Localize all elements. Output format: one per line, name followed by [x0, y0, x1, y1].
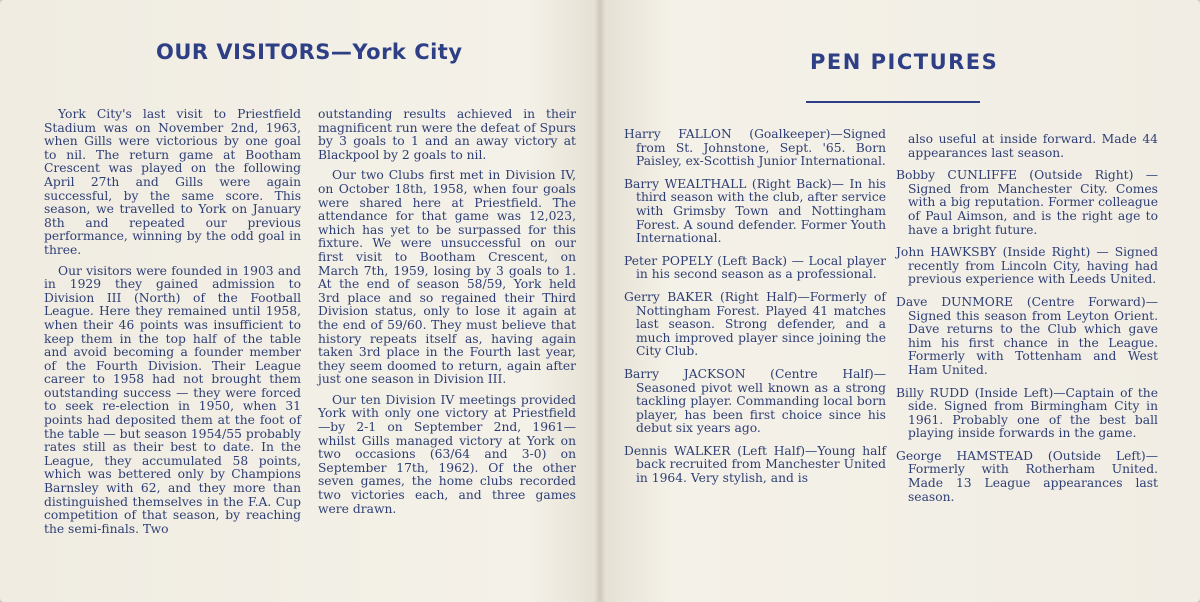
player-entry-wealthall: Barry WEALTHALL (Right Back)— In his third season with the club, after service with Grimsby Town and Nottingham Forest. A sound defender. Former Youth International. [624, 176, 886, 246]
article-column-2 [318, 108, 576, 523]
player-entry-walker: Dennis WALKER (Left Half)—Young half back recruited from Manchester United in 1964. Very stylish, and is [624, 443, 886, 486]
article-paragraph-3: outstanding results achieved in their magnificent run were the defeat of Spurs by 3 goals to 1 and an away victory at Blackpool by 2 goals to nil. [318, 107, 576, 162]
article-paragraph-1: York City's last visit to Priestfield Stadium was on November 2nd, 1963, when Gills were victorious by one goal to nil. The return game at Bootham Crescent was played on the following April 27th and Gills were again successful, by the same score. This season, we travelled to York on January 8th and repeated our previous performance, winning by the odd goal in three. [44, 107, 301, 257]
title-underline [806, 101, 980, 103]
article-paragraph-4: Our two Clubs first met in Division IV, on October 18th, 1958, when four goals were shared here at Priestfield. The attendance for that game was 12,023, which has yet to be surpassed for this fixture. We were unsuccessful on our first visit to Bootham Crescent, on March 7th, 1959, losing by 3 goals to 1. At the end of season 58/59, York held 3rd place and so regained their Third Division status, only to lose it again at the end of 59/60. They must believe that history repeats itself as, having again taken 3rd place in the Fourth last year, they seem doomed to return, again after just one season in Division III. [318, 168, 576, 387]
page-title-our-visitors: OUR VISITORS—York City [156, 40, 463, 64]
player-entry-hawksby: John HAWKSBY (Inside Right) — Signed recently from Lincoln City, having had previous experience with Leeds United. [896, 245, 1158, 287]
left-page [0, 0, 598, 602]
player-entry-cunliffe: Bobby CUNLIFFE (Outside Right) — Signed from Manchester City. Comes with a big reputation. Former colleague of Paul Aimson, and is the right age to have a bright future. [896, 168, 1158, 237]
right-page [602, 0, 1200, 602]
player-entry-jackson: Barry JACKSON (Centre Half)— Seasoned pivot well known as a strong tackling player. Commanding local born player, has been first choice since his debut six years ago. [624, 366, 886, 436]
pen-pictures-column-1 [624, 128, 886, 495]
article-column-1 [44, 108, 301, 543]
player-entry-baker: Gerry BAKER (Right Half)—Formerly of Nottingham Forest. Played 41 matches last season. Strong defender, and a much improved player since joining the City Club. [624, 289, 886, 359]
article-paragraph-5: Our ten Division IV meetings provided York with only one victory at Priestfield—by 2-1 on September 2nd, 1961—whilst Gills managed victory at York on two occasions (63/64 and 3-0) on September 17th, 1962). Of the other seven games, the home clubs recorded two victories each, and three games were drawn. [318, 392, 576, 516]
page-title-pen-pictures: PEN PICTURES [810, 50, 999, 74]
player-entry-walker-continued: also useful at inside forward. Made 44 appearances last season. [908, 132, 1158, 160]
player-entry-popely: Peter POPELY (Left Back) — Local player in his second season as a professional. [624, 253, 886, 282]
article-paragraph-2: Our visitors were founded in 1903 and in 1929 they gained admission to Division III (North) of the Football League. Here they remained until 1958, when their 46 points was insufficient to keep them in the top half of the table and avoid becoming a founder member of the Fourth Division. Their League career to 1958 had not brought them outstanding success — they were forced to seek re-election in 1950, when 31 points had deposited them at the foot of the table — but season 1954/55 probably rates still as their best to date. In the League, they accumulated 58 points, which was bettered only by Champions Barnsley with 62, and they more than distinguished themselves in the F.A. Cup competition of that season, by reaching the semi-finals. Two [44, 263, 301, 536]
player-entry-dunmore: Dave DUNMORE (Centre Forward)— Signed this season from Leyton Orient. Dave returns to the Club which gave him his first chance in the League. Formerly with Tottenham and West Ham United. [896, 294, 1158, 377]
pen-pictures-column-2 [896, 133, 1158, 513]
player-entry-fallon: Harry FALLON (Goalkeeper)—Signed from St. Johnstone, Sept. '65. Born Paisley, ex-Scottish Junior International. [624, 127, 886, 169]
player-entry-hamstead: George HAMSTEAD (Outside Left)— Formerly with Rotherham United. Made 13 League appearances last season. [896, 448, 1158, 504]
player-entry-rudd: Billy RUDD (Inside Left)—Captain of the side. Signed from Birmingham City in 1961. Probably one of the best ball playing inside forwards in the game. [896, 385, 1158, 441]
